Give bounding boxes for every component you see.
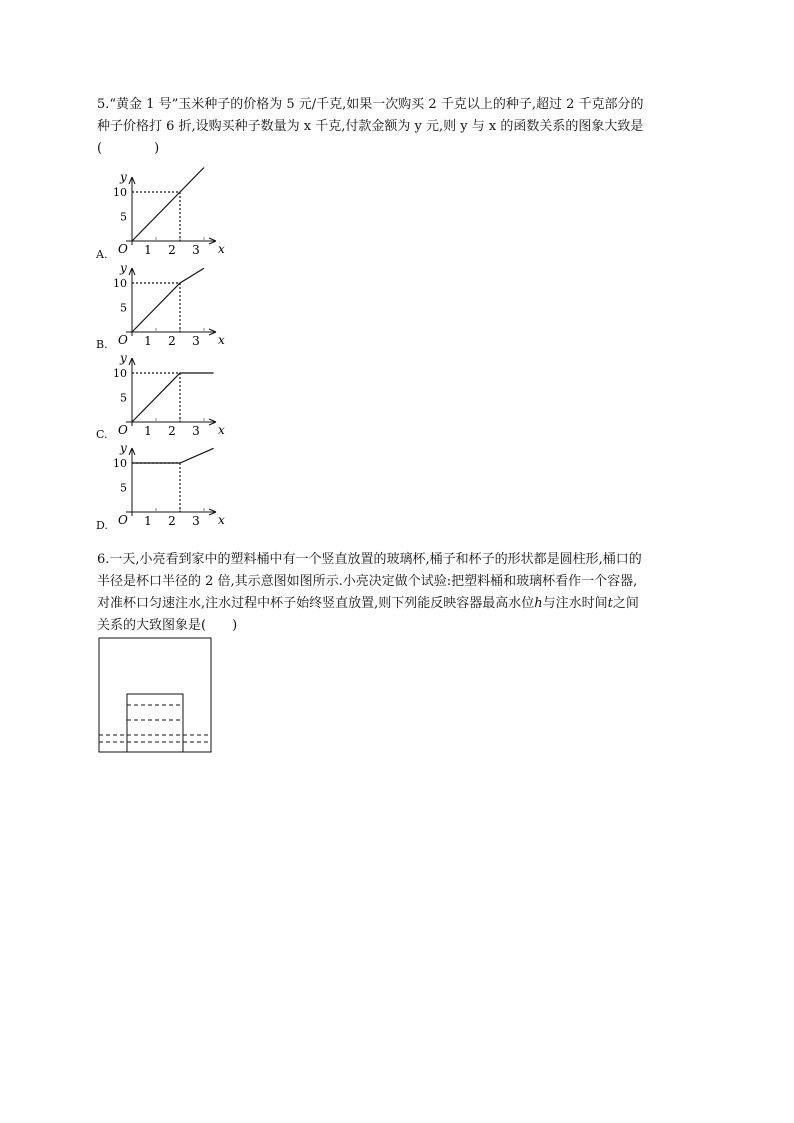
var-t: t xyxy=(607,596,613,611)
x-tick-label: 2 xyxy=(168,243,176,257)
q6-line-3-text-c: 之间 xyxy=(612,596,639,611)
y-tick-label: 5 xyxy=(120,481,127,495)
q6-line-3 xyxy=(97,593,697,615)
x-tick-label: 3 xyxy=(192,514,200,528)
q6-line-3-text-b: 与注水时间 xyxy=(542,596,608,611)
question-6-text xyxy=(97,549,697,637)
x-tick-label: 2 xyxy=(168,424,176,438)
origin-label: O xyxy=(118,333,128,347)
q5-line-2: 种子价格打 6 折,设购买种子数量为 x 千克,付款金额为 y 元,则 y 与 x 的函数关系的图象大致是 xyxy=(97,119,644,134)
option-c-label: C. xyxy=(96,428,108,441)
x-tick-label: 1 xyxy=(144,514,152,528)
option-b-graph xyxy=(94,262,244,354)
option-d-graph xyxy=(94,442,244,534)
y-tick-label: 10 xyxy=(113,186,127,199)
x-tick-label: 3 xyxy=(192,334,200,348)
option-d-label: D. xyxy=(96,519,108,532)
x-tick-label: 1 xyxy=(144,334,152,348)
series-line xyxy=(132,448,214,463)
y-tick-label: 5 xyxy=(120,391,127,405)
x-tick-label: 2 xyxy=(168,514,176,528)
x-axis-label: x xyxy=(218,333,225,347)
option-a-label: A. xyxy=(96,248,108,261)
series-line xyxy=(132,168,204,242)
question-5-text xyxy=(97,94,697,160)
y-axis-label: y xyxy=(120,351,127,365)
x-tick-label: 3 xyxy=(192,243,200,257)
q6-line-2: 半径是杯口半径的 2 倍,其示意图如图所示.小亮决定做个试验:把塑料桶和玻璃杯看作一个容器, xyxy=(97,574,638,589)
series-line xyxy=(132,373,214,422)
x-axis-label: x xyxy=(218,242,225,256)
y-axis-label: y xyxy=(120,441,127,455)
y-tick-label: 5 xyxy=(120,301,127,315)
x-tick-label: 2 xyxy=(168,334,176,348)
option-b-label: B. xyxy=(96,338,108,351)
q6-line-4: 关系的大致图象是( ) xyxy=(97,618,238,633)
origin-label: O xyxy=(118,242,128,256)
cup-outline xyxy=(127,694,183,752)
x-tick-label: 1 xyxy=(144,424,152,438)
q6-line-3-text: 对准杯口匀速注水,注水过程中杯子始终竖直放置,则下列能反映容器最高水位 xyxy=(97,596,535,611)
q5-line-3: ( ) xyxy=(97,141,160,156)
origin-label: O xyxy=(118,513,128,527)
var-h: h xyxy=(534,596,543,611)
x-tick-label: 1 xyxy=(144,243,152,257)
q5-line-1: 5.“黄金 1 号”玉米种子的价格为 5 元/千克,如果一次购买 2 千克以上的种子,超过 2 千克部分的 xyxy=(97,97,644,112)
series-line xyxy=(132,268,204,332)
x-axis-label: x xyxy=(218,513,225,527)
y-tick-label: 5 xyxy=(120,210,127,224)
y-tick-label: 10 xyxy=(113,367,127,380)
bucket-cup-diagram xyxy=(98,637,214,755)
x-tick-label: 3 xyxy=(192,424,200,438)
option-c-graph xyxy=(94,352,244,444)
x-axis-label: x xyxy=(218,423,225,437)
option-a-graph xyxy=(94,171,244,263)
y-axis-label: y xyxy=(120,261,127,275)
y-axis-label: y xyxy=(120,170,127,184)
q6-line-1: 6.一天,小亮看到家中的塑料桶中有一个竖直放置的玻璃杯,桶子和杯子的形状都是圆柱形,桶口的 xyxy=(97,552,642,567)
y-tick-label: 10 xyxy=(113,457,127,470)
y-tick-label: 10 xyxy=(113,277,127,290)
origin-label: O xyxy=(118,423,128,437)
